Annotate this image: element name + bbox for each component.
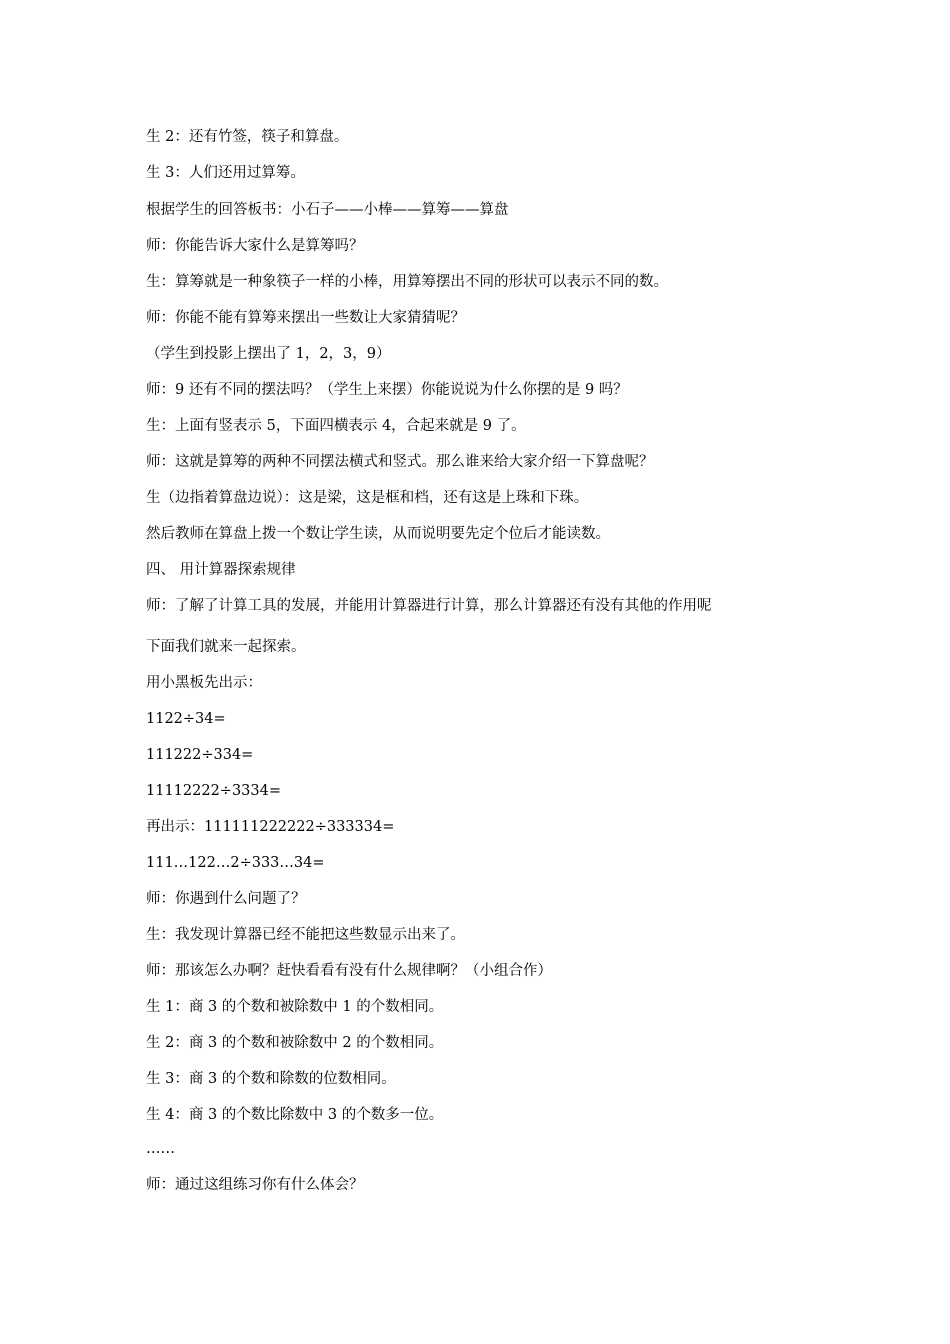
equation-line: 再出示：111111222222÷333334=: [146, 819, 395, 835]
text-line: 用小黑板先出示：: [146, 675, 262, 691]
text-line: 然后教师在算盘上拨一个数让学生读，从而说明要先定个位后才能读数。: [146, 526, 610, 542]
text-line: 生 3：人们还用过算筹。: [146, 165, 305, 181]
text-line: 师：通过这组练习你有什么体会？: [146, 1177, 364, 1193]
text-line: 生 2：还有竹签，筷子和算盘。: [146, 129, 349, 145]
text-line: 师：你能不能有算筹来摆出一些数让大家猜猜呢？: [146, 310, 465, 326]
text-line: 师：9 还有不同的摆法吗？（学生上来摆）你能说说为什么你摆的是 9 吗？: [146, 382, 628, 398]
text-line: 师：了解了计算工具的发展，并能用计算器进行计算，那么计算器还有没有其他的作用呢: [146, 598, 712, 614]
text-line: 生：算筹就是一种象筷子一样的小棒，用算筹摆出不同的形状可以表示不同的数。: [146, 274, 668, 290]
text-line: 师：这就是算筹的两种不同摆法横式和竖式。那么谁来给大家介绍一下算盘呢？: [146, 454, 654, 470]
text-line: 生 3：商 3 的个数和除数的位数相同。: [146, 1071, 396, 1087]
equation-line: 1122÷34=: [146, 711, 226, 727]
text-line: 生 2：商 3 的个数和被除数中 2 的个数相同。: [146, 1035, 444, 1051]
equation-line: 11112222÷3334=: [146, 783, 282, 799]
section-heading: 四、 用计算器探索规律: [146, 562, 296, 578]
text-line: 生：我发现计算器已经不能把这些数显示出来了。: [146, 927, 465, 943]
text-line: 根据学生的回答板书：小石子——小棒——算筹——算盘: [146, 202, 509, 218]
equation-line: 111…122…2÷333…34=: [146, 855, 325, 871]
ellipsis-line: ……: [146, 1141, 175, 1157]
text-line: 生：上面有竖表示 5，下面四横表示 4，合起来就是 9 了。: [146, 418, 526, 434]
text-line: 师：你遇到什么问题了？: [146, 891, 306, 907]
text-line: 师：那该怎么办啊？赶快看看有没有什么规律啊？（小组合作）: [146, 963, 552, 979]
equation-line: 111222÷334=: [146, 747, 254, 763]
text-line: 下面我们就来一起探索。: [146, 639, 306, 655]
text-line: 生 4：商 3 的个数比除数中 3 的个数多一位。: [146, 1107, 444, 1123]
text-line: （学生到投影上摆出了 1，2，3，9）: [146, 346, 391, 362]
text-line: 师：你能告诉大家什么是算筹吗？: [146, 238, 364, 254]
text-line: 生（边指着算盘边说）：这是梁，这是框和档，还有这是上珠和下珠。: [146, 490, 589, 506]
text-line: 生 1：商 3 的个数和被除数中 1 的个数相同。: [146, 999, 444, 1015]
